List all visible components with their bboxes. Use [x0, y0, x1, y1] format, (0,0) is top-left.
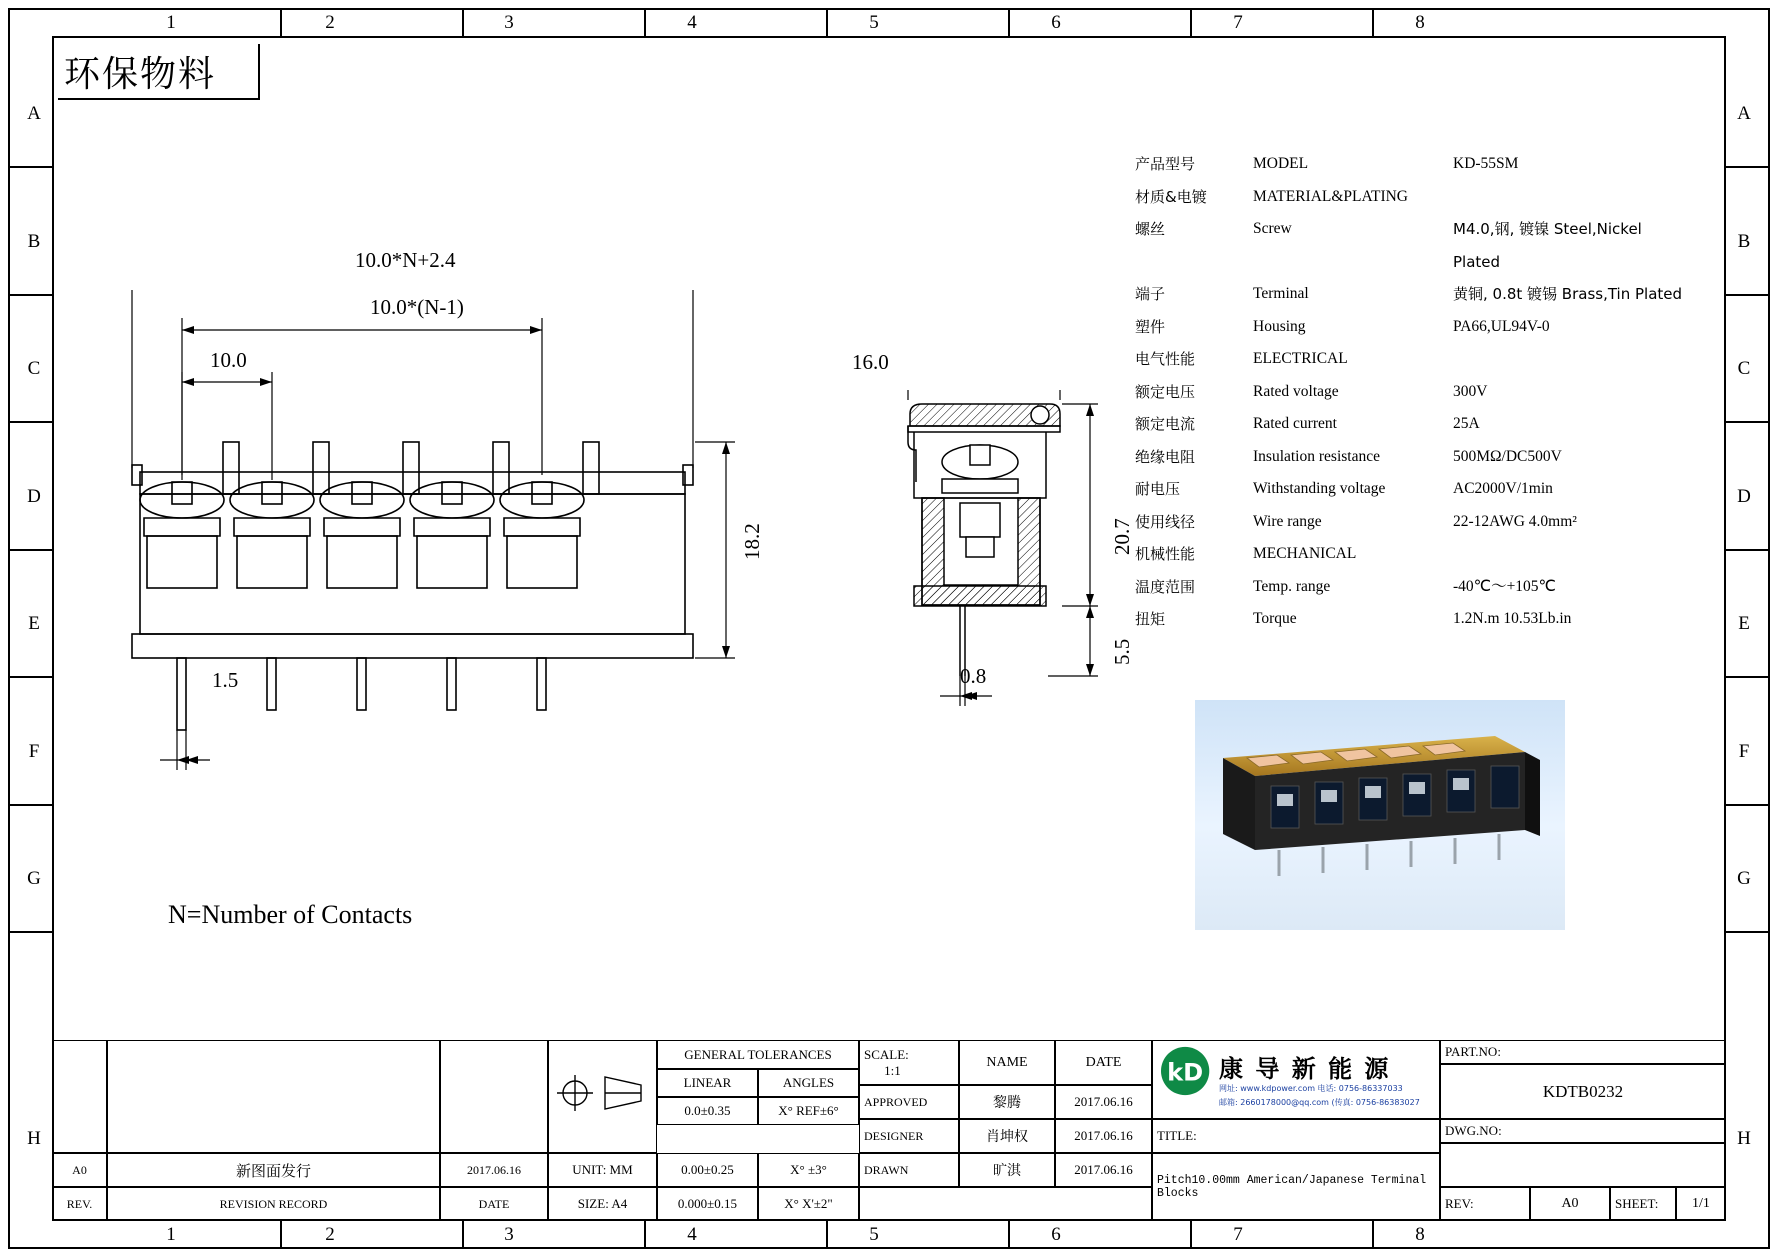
linear-tol: 0.000±0.15 — [657, 1187, 758, 1221]
spec-val: 黄铜, 0.8t 镀锡 Brass,Tin Plated — [1453, 285, 1683, 303]
col-label: 4 — [687, 1224, 697, 1245]
spec-val: 25A — [1453, 415, 1480, 432]
row-label: E — [1738, 613, 1750, 634]
spec-cn: 绝缘电阻 — [1135, 447, 1196, 466]
spec-en: Screw — [1253, 220, 1292, 237]
spec-val: KD-55SM — [1453, 155, 1519, 172]
sheet-label: SHEET: — [1610, 1187, 1676, 1221]
drawn-name: 旷淇 — [959, 1153, 1055, 1187]
spec-en: Insulation resistance — [1253, 447, 1380, 465]
col-label: 7 — [1233, 12, 1243, 33]
spec-en: MECHANICAL — [1253, 545, 1357, 562]
spec-row — [1135, 181, 1695, 214]
side-view-drawing — [900, 390, 1220, 720]
rev-col-label: REV. — [52, 1187, 107, 1221]
col-label: 8 — [1415, 1224, 1425, 1245]
rev-label-2: REV: — [1440, 1187, 1530, 1221]
angle-tol: X° X'±2" — [758, 1187, 859, 1221]
linear-tol: 0.0±0.35 — [657, 1097, 758, 1125]
col-label: 8 — [1415, 12, 1425, 33]
name-col-label: NAME — [959, 1040, 1055, 1085]
projection-symbol-cell — [548, 1040, 657, 1153]
spec-en: Withstanding voltage — [1253, 480, 1386, 497]
row-label: B — [27, 231, 41, 252]
dim-height-side: 20.7 — [1110, 518, 1134, 555]
revision-record-label: REVISION RECORD — [107, 1187, 440, 1221]
kd-logo-icon — [1159, 1045, 1215, 1097]
col-label: 1 — [166, 12, 176, 33]
part-no-label: PART.NO: — [1440, 1040, 1726, 1064]
title-block — [52, 1040, 1726, 1221]
scale-value: 1:1 — [884, 1062, 901, 1078]
row-label: C — [1737, 358, 1751, 379]
angles-label: ANGLES — [758, 1069, 859, 1097]
row-label: G — [1737, 868, 1751, 889]
title-label: TITLE: — [1152, 1119, 1440, 1153]
designer-date: 2017.06.16 — [1055, 1119, 1152, 1153]
approved-label: APPROVED — [859, 1085, 959, 1119]
rev-code: A0 — [52, 1153, 107, 1187]
sheet-value: 1/1 — [1676, 1187, 1726, 1221]
spec-cn: 螺丝 — [1135, 220, 1166, 238]
dim-pin-thickness: 0.8 — [960, 664, 987, 688]
spec-val: 1.2N.m 10.53Lb.in — [1453, 610, 1572, 627]
spec-val — [1453, 181, 1693, 214]
spec-en: MATERIAL&PLATING — [1253, 187, 1408, 205]
row-label: B — [1737, 231, 1751, 252]
approved-date: 2017.06.16 — [1055, 1085, 1152, 1119]
spec-cn: 额定电流 — [1135, 415, 1196, 433]
designer-name: 肖坤权 — [959, 1119, 1055, 1153]
spec-val: PA66,UL94V-0 — [1453, 317, 1550, 335]
spec-en: Housing — [1253, 317, 1306, 335]
spec-cn: 端子 — [1135, 285, 1166, 303]
unit-label: UNIT: MM — [548, 1153, 657, 1187]
size-label: SIZE: A4 — [548, 1187, 657, 1221]
col-label: 7 — [1233, 1224, 1243, 1245]
first-angle-projection-icon — [553, 1063, 657, 1123]
linear-tol: 0.00±0.25 — [657, 1153, 758, 1187]
contacts-note: N=Number of Contacts — [168, 900, 413, 929]
date-col-header: DATE — [1055, 1040, 1152, 1085]
spec-row — [1135, 343, 1695, 376]
row-label: F — [1738, 741, 1750, 762]
spec-row — [1135, 278, 1695, 311]
spec-en: Rated current — [1253, 415, 1337, 432]
company-logo-cell — [1152, 1040, 1440, 1119]
dim-pitch: 10.0 — [210, 348, 247, 372]
scale-label: SCALE: — [864, 1046, 909, 1062]
drawn-date: 2017.06.16 — [1055, 1153, 1152, 1187]
spec-val — [1453, 538, 1693, 571]
row-label: A — [1737, 103, 1751, 124]
spec-val: 300V — [1453, 382, 1488, 400]
col-label: 4 — [687, 12, 697, 33]
designer-label: DESIGNER — [859, 1119, 959, 1153]
col-label: 1 — [166, 1224, 176, 1245]
spec-cn: 产品型号 — [1135, 155, 1196, 173]
spec-en: Wire range — [1253, 512, 1322, 530]
dwg-no-label: DWG.NO: — [1440, 1119, 1726, 1143]
dim-overall: 10.0*N+2.4 — [355, 248, 456, 272]
eco-material-label: 环保物料 — [64, 54, 217, 95]
col-label: 3 — [504, 12, 514, 33]
date-col-label: DATE — [440, 1187, 548, 1221]
angle-tol: X° REF±6° — [758, 1097, 859, 1125]
spec-en: Rated voltage — [1253, 382, 1339, 400]
col-label: 2 — [325, 1224, 335, 1245]
spec-en: ELECTRICAL — [1253, 350, 1348, 367]
spec-en: Torque — [1253, 610, 1297, 627]
spec-val — [1453, 343, 1693, 376]
company-contact-line1: 网址: www.kdpower.com 电话: 0756-86337033 — [1219, 1084, 1403, 1093]
approved-name: 黎腾 — [959, 1085, 1055, 1119]
dim-pin-width: 1.5 — [212, 668, 239, 692]
col-label: 5 — [869, 1224, 879, 1245]
product-photo — [1195, 700, 1565, 930]
part-no-value: KDTB0232 — [1440, 1064, 1726, 1119]
spec-val: -40℃～+105℃ — [1453, 577, 1556, 595]
dwg-no-value — [1440, 1143, 1726, 1187]
spec-val: 22-12AWG 4.0mm² — [1453, 512, 1577, 530]
row-label: A — [27, 103, 41, 124]
spec-cn: 使用线径 — [1135, 512, 1196, 531]
scale-cell — [859, 1040, 959, 1085]
spec-row — [1135, 311, 1695, 344]
spec-cn: 额定电压 — [1135, 382, 1196, 401]
row-label: H — [27, 1128, 41, 1149]
spec-val: 500MΩ/DC500V — [1453, 447, 1562, 465]
revision-text: 新图面发行 — [107, 1153, 440, 1187]
svg-text:kD: kD — [1167, 1058, 1204, 1087]
spec-en: Temp. range — [1253, 577, 1331, 595]
col-label: 5 — [869, 12, 879, 33]
spec-en: MODEL — [1253, 155, 1309, 172]
spec-row — [1135, 148, 1695, 181]
spec-row — [1135, 213, 1695, 278]
dim-height-front: 18.2 — [740, 523, 764, 560]
spec-val: AC2000V/1min — [1453, 480, 1553, 497]
spec-cn: 温度范围 — [1135, 577, 1196, 596]
drawn-label: DRAWN — [859, 1153, 959, 1187]
revision-date: 2017.06.16 — [440, 1153, 548, 1187]
spec-cn: 扭矩 — [1135, 610, 1166, 628]
linear-label: LINEAR — [657, 1069, 758, 1097]
general-tolerances-label: GENERAL TOLERANCES — [657, 1040, 859, 1069]
dim-pin-length: 5.5 — [1110, 638, 1134, 665]
col-label: 6 — [1051, 12, 1061, 33]
row-label: E — [28, 613, 40, 634]
spec-cn: 耐电压 — [1135, 480, 1181, 498]
company-contact-line2: 邮箱: 2660178000@qq.com (传真: 0756-86383027 — [1219, 1098, 1420, 1107]
spec-en: Terminal — [1253, 285, 1309, 302]
row-label: F — [28, 741, 40, 762]
col-label: 3 — [504, 1224, 514, 1245]
rev-value: A0 — [1530, 1187, 1610, 1221]
angle-tol: X° ±3° — [758, 1153, 859, 1187]
drawing-title: Pitch10.00mm American/Japanese Terminal Blocks — [1152, 1153, 1440, 1221]
spec-val: M4.0,钢, 镀镍 Steel,Nickel Plated — [1453, 220, 1642, 271]
spec-cn: 电气性能 — [1135, 350, 1196, 368]
company-name-cn: 康 导 新 能 源 — [1219, 1055, 1391, 1083]
row-label: C — [27, 358, 41, 379]
row-label: D — [27, 486, 41, 507]
row-label: H — [1737, 1128, 1751, 1149]
row-label: D — [1737, 486, 1751, 507]
col-label: 2 — [325, 12, 335, 33]
spec-cn: 机械性能 — [1135, 545, 1196, 563]
dim-pitch-span: 10.0*(N-1) — [370, 295, 464, 319]
row-label: G — [27, 868, 41, 889]
spec-cn: 材质&电镀 — [1135, 187, 1207, 206]
col-label: 6 — [1051, 1224, 1061, 1245]
eco-material-badge — [58, 44, 260, 100]
dim-depth: 16.0 — [852, 350, 889, 374]
spec-cn: 塑件 — [1135, 317, 1166, 336]
